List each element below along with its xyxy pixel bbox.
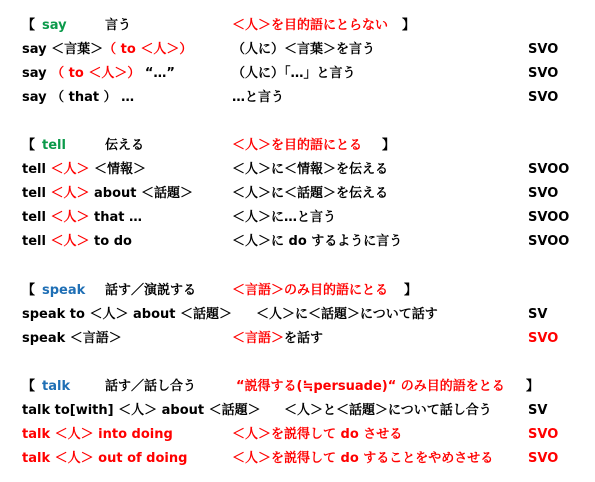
section-header-speak	[0, 281, 595, 301]
verb-meaning: 話す／話し合う	[105, 379, 197, 394]
sentence-pattern: SVOO	[528, 162, 570, 177]
object-note: ＜人＞を目的語にとる	[232, 138, 363, 153]
usage-row	[0, 208, 595, 228]
usage-pattern: tell ＜人＞ that …	[22, 210, 143, 225]
sentence-pattern: SVO	[528, 186, 559, 201]
usage-meaning: ＜人＞を説得して do させる	[232, 427, 403, 442]
verb-meaning: 言う	[105, 18, 132, 33]
bracket-close: 】	[382, 138, 396, 153]
sentence-pattern: SVO	[528, 90, 559, 105]
usage-pattern: talk ＜人＞ out of doing	[22, 451, 188, 466]
section-header-talk	[0, 377, 595, 397]
usage-row	[0, 40, 595, 60]
usage-meaning: （人に）＜言葉＞を言う	[232, 42, 376, 57]
usage-pattern: tell ＜人＞ about ＜話題＞	[22, 186, 194, 201]
usage-meaning: ＜言語＞を話す	[232, 331, 324, 346]
usage-pattern: tell ＜人＞ ＜情報＞	[22, 162, 147, 177]
sentence-pattern: SVOO	[528, 234, 570, 249]
bracket-close: 】	[526, 379, 540, 394]
bracket-open: 【	[22, 18, 36, 33]
usage-pattern: tell ＜人＞ to do	[22, 234, 132, 249]
usage-row	[0, 232, 595, 252]
usage-meaning: ＜人＞に…と言う	[232, 210, 337, 225]
usage-pattern: say （ to ＜人＞） “…”	[22, 66, 175, 81]
verb-heading: say	[42, 18, 67, 33]
usage-meaning: （人に）「…」と言う	[232, 66, 356, 81]
usage-meaning: ＜人＞と＜話題＞について話し合う	[284, 403, 492, 418]
usage-meaning: ＜人＞に＜情報＞を伝える	[232, 162, 389, 177]
usage-meaning: ＜人＞を説得して do することをやめさせる	[232, 451, 494, 466]
usage-row	[0, 160, 595, 180]
section-header-say	[0, 16, 595, 36]
sentence-pattern: SVO	[528, 42, 559, 57]
verb-meaning: 話す／演説する	[105, 283, 197, 298]
section-header-tell	[0, 136, 595, 156]
usage-pattern: say （ that ） …	[22, 90, 135, 105]
bracket-open: 【	[22, 283, 36, 298]
usage-row	[0, 305, 595, 325]
verb-heading: talk	[42, 379, 71, 394]
usage-row	[0, 64, 595, 84]
bracket-close: 】	[404, 283, 418, 298]
bracket-open: 【	[22, 379, 36, 394]
usage-pattern: talk ＜人＞ into doing	[22, 427, 173, 442]
usage-meaning: ＜人＞に do するように言う	[232, 234, 403, 249]
object-note: ＜言語＞のみ目的語にとる	[232, 283, 389, 298]
sentence-pattern: SVO	[528, 451, 559, 466]
usage-pattern: talk to[with] ＜人＞ about ＜話題＞	[22, 403, 261, 418]
sentence-pattern: SVOO	[528, 210, 570, 225]
sentence-pattern: SV	[528, 403, 548, 418]
usage-meaning: ＜人＞に＜話題＞を伝える	[232, 186, 389, 201]
sentence-pattern: SV	[528, 307, 548, 322]
usage-row	[0, 329, 595, 349]
usage-pattern: speak to ＜人＞ about ＜話題＞	[22, 307, 233, 322]
sentence-pattern: SVO	[528, 66, 559, 81]
usage-pattern: speak ＜言語＞	[22, 331, 122, 346]
verb-heading: speak	[42, 283, 86, 298]
usage-pattern: say ＜言葉＞（ to ＜人＞）	[22, 42, 193, 57]
usage-meaning: …と言う	[232, 90, 285, 105]
usage-row	[0, 401, 595, 421]
object-note: ＜人＞を目的語にとらない	[232, 18, 389, 33]
usage-meaning: ＜人＞に＜話題＞について話す	[256, 307, 438, 322]
usage-row	[0, 449, 595, 469]
verb-meaning: 伝える	[105, 138, 145, 153]
usage-row	[0, 184, 595, 204]
sentence-pattern: SVO	[528, 427, 559, 442]
sentence-pattern: SVO	[528, 331, 559, 346]
verb-heading: tell	[42, 138, 66, 153]
bracket-close: 】	[402, 18, 416, 33]
usage-row	[0, 425, 595, 445]
object-note: “説得する(≒persuade)“ のみ目的語をとる	[236, 379, 505, 394]
usage-row	[0, 88, 595, 108]
bracket-open: 【	[22, 138, 36, 153]
